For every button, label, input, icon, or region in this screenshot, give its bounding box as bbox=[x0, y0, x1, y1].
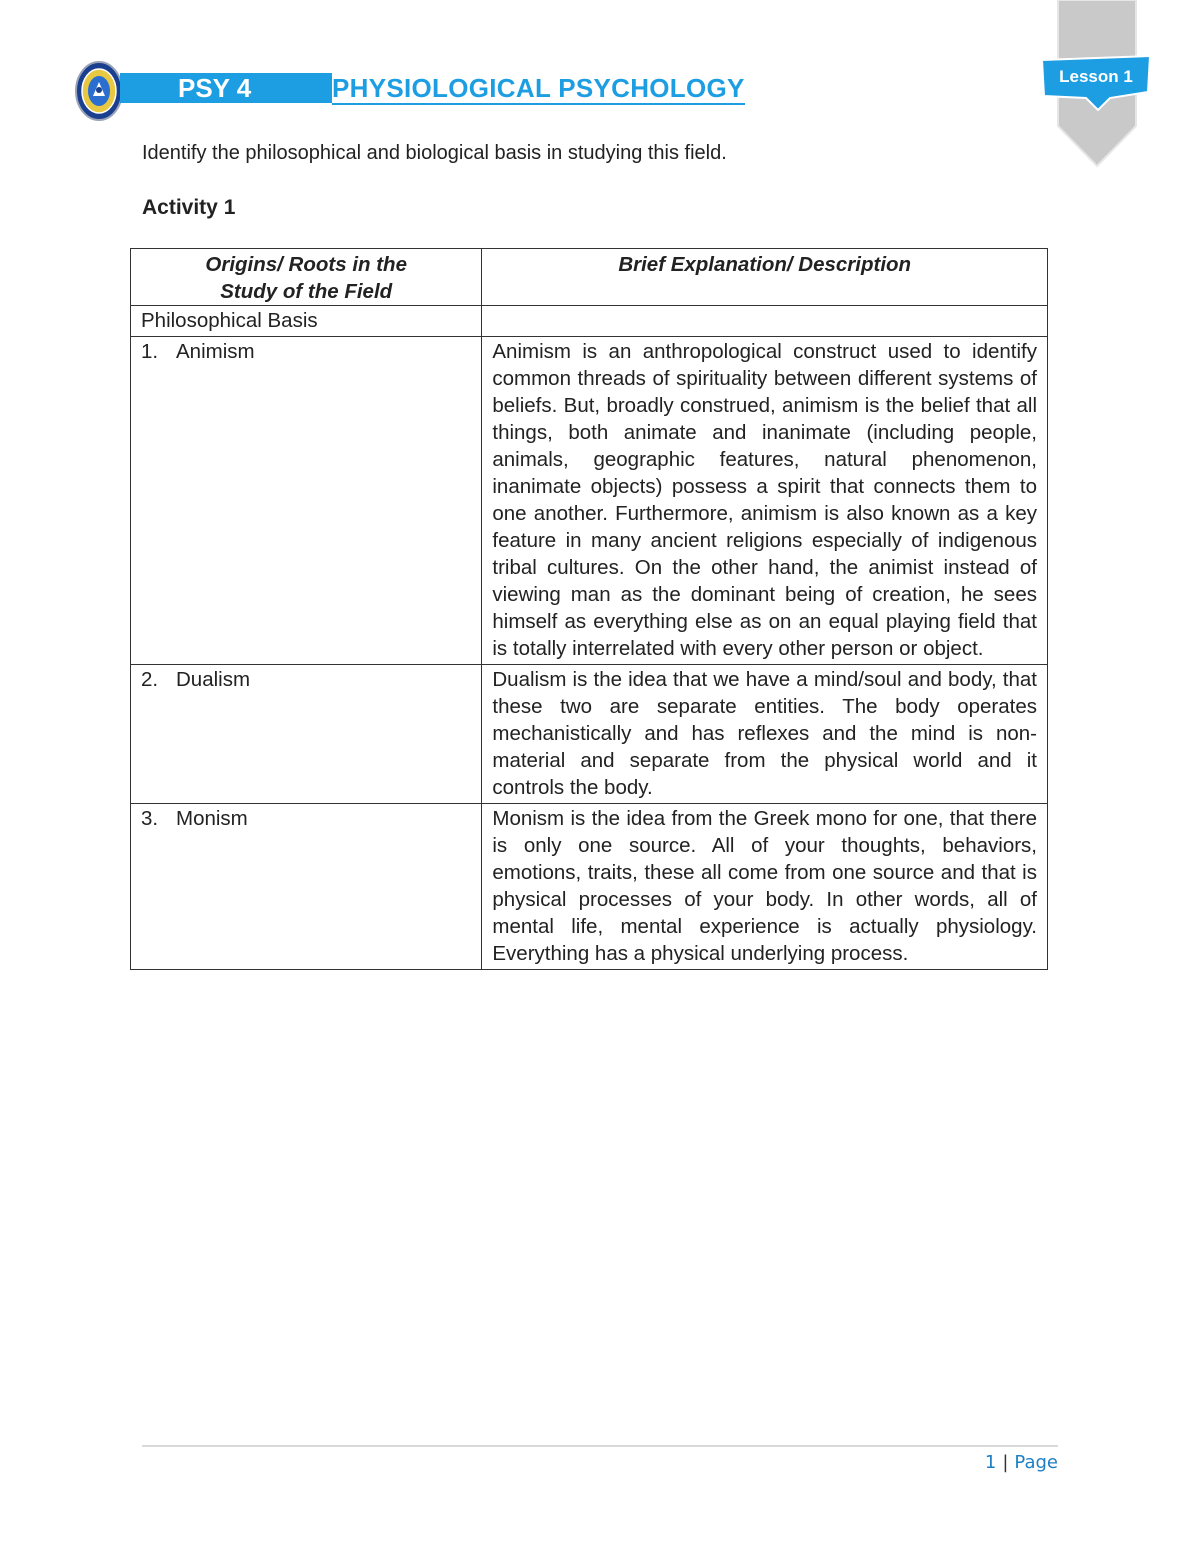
item-number: 2. bbox=[141, 668, 159, 691]
table-row bbox=[131, 665, 1048, 804]
page-number: 1 bbox=[984, 1452, 997, 1473]
university-seal-logo bbox=[74, 60, 124, 122]
page-footer bbox=[985, 1452, 1058, 1473]
header-explanation bbox=[482, 249, 1048, 306]
course-code: PSY 4 bbox=[120, 73, 332, 103]
table-row bbox=[131, 804, 1048, 970]
term-label: Animism bbox=[176, 340, 255, 363]
section-label: Philosophical Basis bbox=[131, 306, 482, 337]
lesson-label: Lesson 1 bbox=[1059, 67, 1133, 86]
term-label: Monism bbox=[176, 807, 248, 830]
description-cell: Dualism is the idea that we have a mind/soul and body, that these two are separate entities. The body operates mechanistically and has reflexes and the mind is non-material and separate from the physical world and it controls the body. bbox=[482, 665, 1048, 804]
header-explanation-label: Brief Explanation/ Description bbox=[618, 253, 912, 276]
footer-separator: | bbox=[1002, 1452, 1009, 1473]
section-empty-cell bbox=[482, 306, 1048, 337]
table-row bbox=[131, 337, 1048, 665]
course-title: PHYSIOLOGICAL PSYCHOLOGY bbox=[332, 73, 745, 103]
term-label: Dualism bbox=[176, 668, 251, 691]
item-number: 1. bbox=[141, 340, 159, 363]
description-cell: Animism is an anthropological construct used to identify common threads of spirituality between different systems of beliefs. But, broadly construed, animism is the belief that all things, both animate and inanimate (including people, animals, geographic features, natural phenomenon, inanimate objects) possess a spirit that connects them to one another. Furthermore, animism is also known as a key feature in many ancient religions especially of indigenous tribal cultures. On the other hand, the animist instead of viewing man as the dominant being of creation, he sees himself as everything else as on an equal playing field that is totally interrelated with every other person or object. bbox=[482, 337, 1048, 665]
activity-title: Activity 1 bbox=[142, 196, 236, 219]
instruction-text: Identify the philosophical and biological basis in studying this field. bbox=[142, 142, 727, 164]
section-row bbox=[131, 306, 1048, 337]
description-cell: Monism is the idea from the Greek mono for one, that there is only one source. All of your thoughts, behaviors, emotions, traits, these all come from one source and that is physical processes of your body. In other words, all of mental life, mental experience is actually physiology. Everything has a physical underlying process. bbox=[482, 804, 1048, 970]
term-cell bbox=[131, 337, 482, 665]
activity-table bbox=[130, 248, 1048, 970]
header-origins-label: Origins/ Roots in the Study of the Field bbox=[205, 253, 407, 303]
table-header-row bbox=[131, 249, 1048, 306]
page-label: Page bbox=[1014, 1452, 1058, 1473]
header-origins bbox=[131, 249, 482, 306]
term-cell bbox=[131, 665, 482, 804]
term-cell bbox=[131, 804, 482, 970]
footer-divider bbox=[142, 1445, 1058, 1447]
item-number: 3. bbox=[141, 807, 159, 830]
